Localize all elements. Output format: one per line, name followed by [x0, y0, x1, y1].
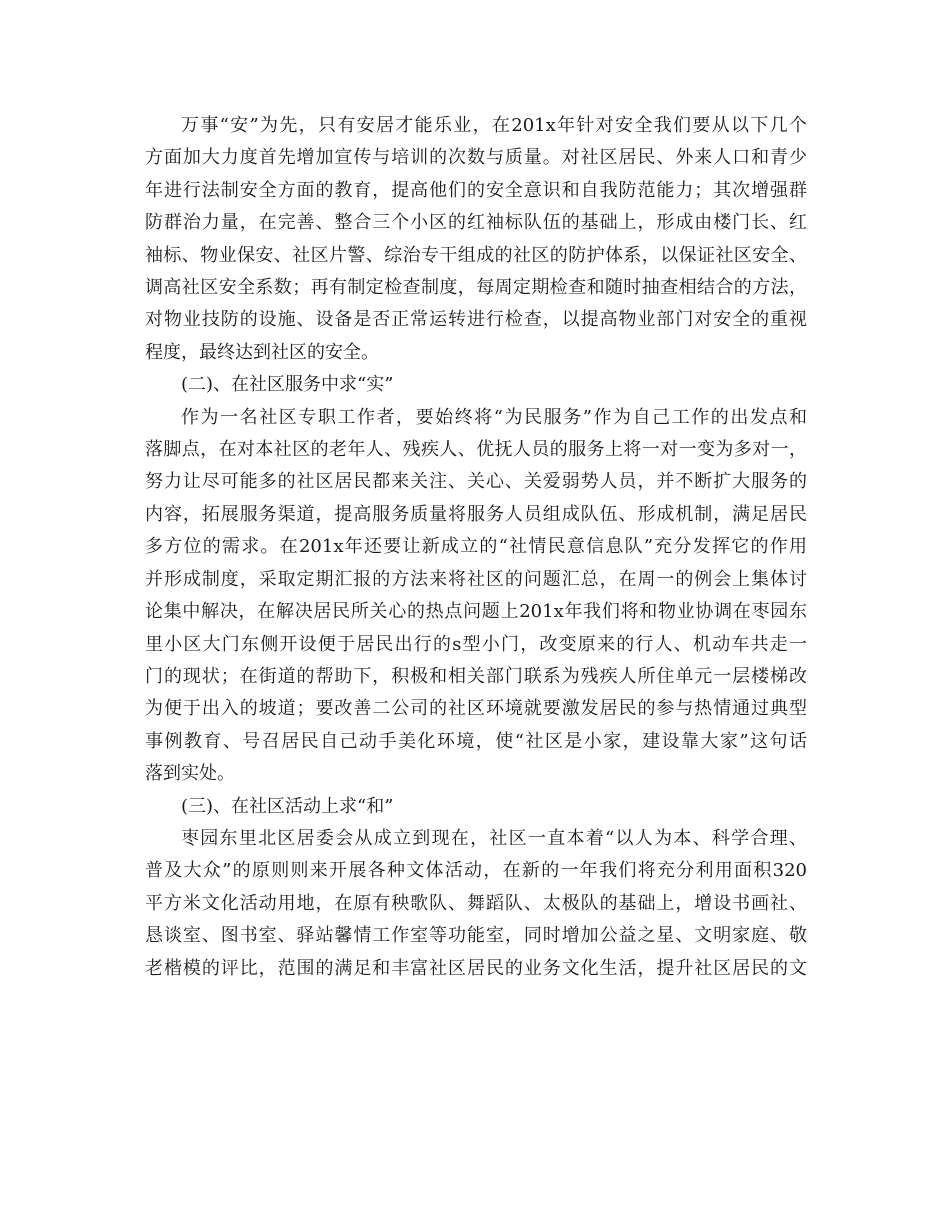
paragraph-activities — [145, 823, 807, 985]
text-line: 防群治力量，在完善、整合三个小区的红袖标队伍的基础上，形成由楼门长、红 — [145, 212, 807, 234]
text-line: 老楷模的评比，范围的满足和丰富社区居民的业务文化生活，提升社区居民的文 — [145, 957, 807, 979]
text-line: 枣园东里北区居委会从成立到现在，社区一直本着“以人为本、科学合理、 — [181, 827, 807, 849]
paragraph-service — [145, 402, 807, 791]
paragraph-safety — [145, 110, 807, 369]
text-line: 万事“安”为先，只有安居才能乐业，在201x年针对安全我们要从以下几个 — [181, 115, 807, 136]
text-line: 恳谈室、图书室、驿站馨情工作室等功能室，同时增加公益之星、文明家庭、敬 — [145, 925, 807, 947]
text-line: 作为一名社区专职工作者，要始终将“为民服务”作为自己工作的出发点和 — [181, 406, 807, 428]
text-line: 门的现状；在街道的帮助下，积极和相关部门联系为残疾人所住单元一层楼梯改 — [145, 665, 807, 687]
text-line: 平方米文化活动用地，在原有秧歌队、舞蹈队、太极队的基础上，增设书画社、 — [145, 892, 807, 914]
text-line: 内容，拓展服务渠道，提高服务质量将服务人员组成队伍、形成机制，满足居民 — [145, 503, 807, 525]
text-line: 方面加大力度首先增加宣传与培训的次数与质量。对社区居民、外来人口和青少 — [145, 147, 807, 169]
text-line: 事例教育、号召居民自己动手美化环境，使“社区是小家，建设靠大家”这句话 — [145, 730, 807, 752]
text-line: 落到实处。 — [145, 763, 235, 785]
document-body — [145, 110, 807, 985]
text-line: 对物业技防的设施、设备是否正常运转进行检查，以提高物业部门对安全的重视 — [145, 309, 807, 331]
text-line: 袖标、物业保安、社区片警、综治专干组成的社区的防护体系，以保证社区安全、 — [145, 244, 807, 266]
text-line: 调高社区安全系数；再有制定检查制度，每周定期检查和随时抽查相结合的方法， — [145, 277, 807, 299]
text-line: 为便于出入的坡道；要改善二公司的社区环境就要激发居民的参与热情通过典型 — [145, 698, 807, 720]
text-line: 论集中解决，在解决居民所关心的热点问题上201x年我们将和物业协调在枣园东 — [145, 601, 807, 623]
text-line: 程度，最终达到社区的安全。 — [145, 341, 379, 363]
section-heading-service: (二)、在社区服务中求“实” — [181, 374, 394, 396]
text-line: 努力让尽可能多的社区居民都来关注、关心、关爱弱势人员，并不断扩大服务的 — [145, 471, 807, 493]
text-line: 里小区大门东侧开设便于居民出行的s型小门，改变原来的行人、机动车共走一 — [145, 633, 807, 655]
text-line: 年进行法制安全方面的教育，提高他们的安全意识和自我防范能力；其次增强群 — [145, 179, 807, 201]
text-line: 多方位的需求。在201x年还要让新成立的“社情民意信息队”充分发挥它的作用 — [145, 536, 807, 558]
section-heading-activities: (三)、在社区活动上求“和” — [181, 795, 394, 817]
text-line: 落脚点，在对本社区的老年人、残疾人、优抚人员的服务上将一对一变为多对一， — [145, 439, 807, 461]
text-line: 普及大众”的原则则来开展各种文体活动，在新的一年我们将充分利用面积320 — [145, 860, 807, 882]
text-line: 并形成制度，采取定期汇报的方法来将社区的问题汇总，在周一的例会上集体讨 — [145, 568, 807, 590]
